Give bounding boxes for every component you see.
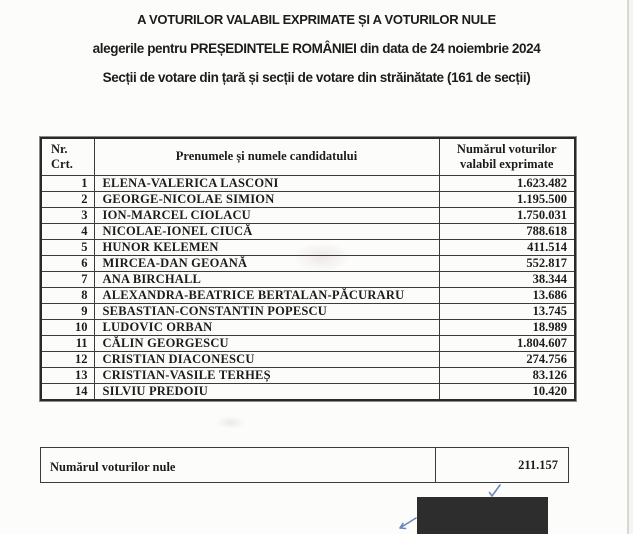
candidate-name-cell: MIRCEA-DAN GEOANĂ (94, 255, 439, 271)
votes-cell: 274.756 (439, 351, 575, 367)
document-header (0, 5, 633, 92)
row-number-cell: 14 (41, 383, 94, 400)
votes-cell: 13.745 (439, 303, 575, 319)
results-table (40, 137, 576, 401)
table-row (41, 191, 575, 207)
header-candidate: Prenumele și numele candidatului (94, 138, 439, 175)
table-row (41, 319, 575, 335)
row-number-cell: 13 (41, 367, 94, 383)
null-votes-value: 211.157 (436, 448, 569, 483)
table-row (41, 351, 575, 367)
null-votes-label: Numărul voturilor nule (41, 448, 436, 483)
candidate-name-cell: ALEXANDRA-BEATRICE BERTALAN-PĂCURARU (94, 287, 439, 303)
table-row (41, 271, 575, 287)
pen-checkmark-icon (487, 484, 503, 499)
votes-cell: 18.989 (439, 319, 575, 335)
pen-arrow-icon (396, 516, 418, 532)
table-row (41, 239, 575, 255)
row-number-cell: 9 (41, 303, 94, 319)
title-line-3: Secții de votare din țară și secții de votare din străinătate (161 de secții) (102, 70, 531, 85)
table-row (41, 287, 575, 303)
row-number-cell: 4 (41, 223, 94, 239)
table-row (41, 223, 575, 239)
row-number-cell: 7 (41, 271, 94, 287)
votes-cell: 13.686 (439, 287, 575, 303)
row-number-cell: 8 (41, 287, 94, 303)
table-row (41, 207, 575, 223)
row-number-cell: 1 (41, 175, 94, 191)
header-nr-crt (41, 138, 94, 175)
redaction-box (417, 497, 548, 534)
candidate-name-cell: ION-MARCEL CIOLACU (94, 207, 439, 223)
votes-cell: 552.817 (439, 255, 575, 271)
null-votes-row (41, 448, 569, 483)
votes-cell: 10.420 (439, 383, 575, 400)
table-row (41, 367, 575, 383)
votes-cell: 1.804.607 (439, 335, 575, 351)
votes-cell: 788.618 (439, 223, 575, 239)
table-row (41, 335, 575, 351)
row-number-cell: 5 (41, 239, 94, 255)
candidate-name-cell: LUDOVIC ORBAN (94, 319, 439, 335)
results-table-body (41, 175, 575, 400)
row-number-cell: 3 (41, 207, 94, 223)
title-line-1: A VOTURILOR VALABIL EXPRIMATE ȘI A VOTURILOR NULE (137, 12, 496, 27)
row-number-cell: 10 (41, 319, 94, 335)
title-line-2: alegerile pentru PREȘEDINTELE ROMÂNIEI din data de 24 noiembrie 2024 (92, 41, 541, 56)
votes-cell: 411.514 (439, 239, 575, 255)
votes-cell: 83.126 (439, 367, 575, 383)
null-votes-table (40, 447, 569, 483)
votes-cell: 1.750.031 (439, 207, 575, 223)
results-table-header-row (41, 138, 575, 175)
table-row (41, 383, 575, 400)
candidate-name-cell: SEBASTIAN-CONSTANTIN POPESCU (94, 303, 439, 319)
table-row (41, 303, 575, 319)
candidate-name-cell: CRISTIAN DIACONESCU (94, 351, 439, 367)
candidate-name-cell: CRISTIAN-VASILE TERHEȘ (94, 367, 439, 383)
header-nr: Nr. (51, 141, 68, 156)
votes-cell: 1.195.500 (439, 191, 575, 207)
header-crt: Crt. (51, 156, 73, 171)
header-votes-line1: Numărul voturilor (456, 141, 557, 156)
row-number-cell: 6 (41, 255, 94, 271)
votes-cell: 38.344 (439, 271, 575, 287)
candidate-name-cell: ELENA-VALERICA LASCONI (94, 175, 439, 191)
table-row (41, 175, 575, 191)
table-row (41, 255, 575, 271)
votes-cell: 1.623.482 (439, 175, 575, 191)
scan-smudge (216, 416, 246, 429)
header-votes-line2: valabil exprimate (460, 156, 554, 171)
row-number-cell: 12 (41, 351, 94, 367)
row-number-cell: 11 (41, 335, 94, 351)
candidate-name-cell: SILVIU PREDOIU (94, 383, 439, 400)
candidate-name-cell: HUNOR KELEMEN (94, 239, 439, 255)
candidate-name-cell: ANA BIRCHALL (94, 271, 439, 287)
candidate-name-cell: CĂLIN GEORGESCU (94, 335, 439, 351)
row-number-cell: 2 (41, 191, 94, 207)
candidate-name-cell: GEORGE-NICOLAE SIMION (94, 191, 439, 207)
candidate-name-cell: NICOLAE-IONEL CIUCĂ (94, 223, 439, 239)
header-votes (439, 138, 575, 175)
